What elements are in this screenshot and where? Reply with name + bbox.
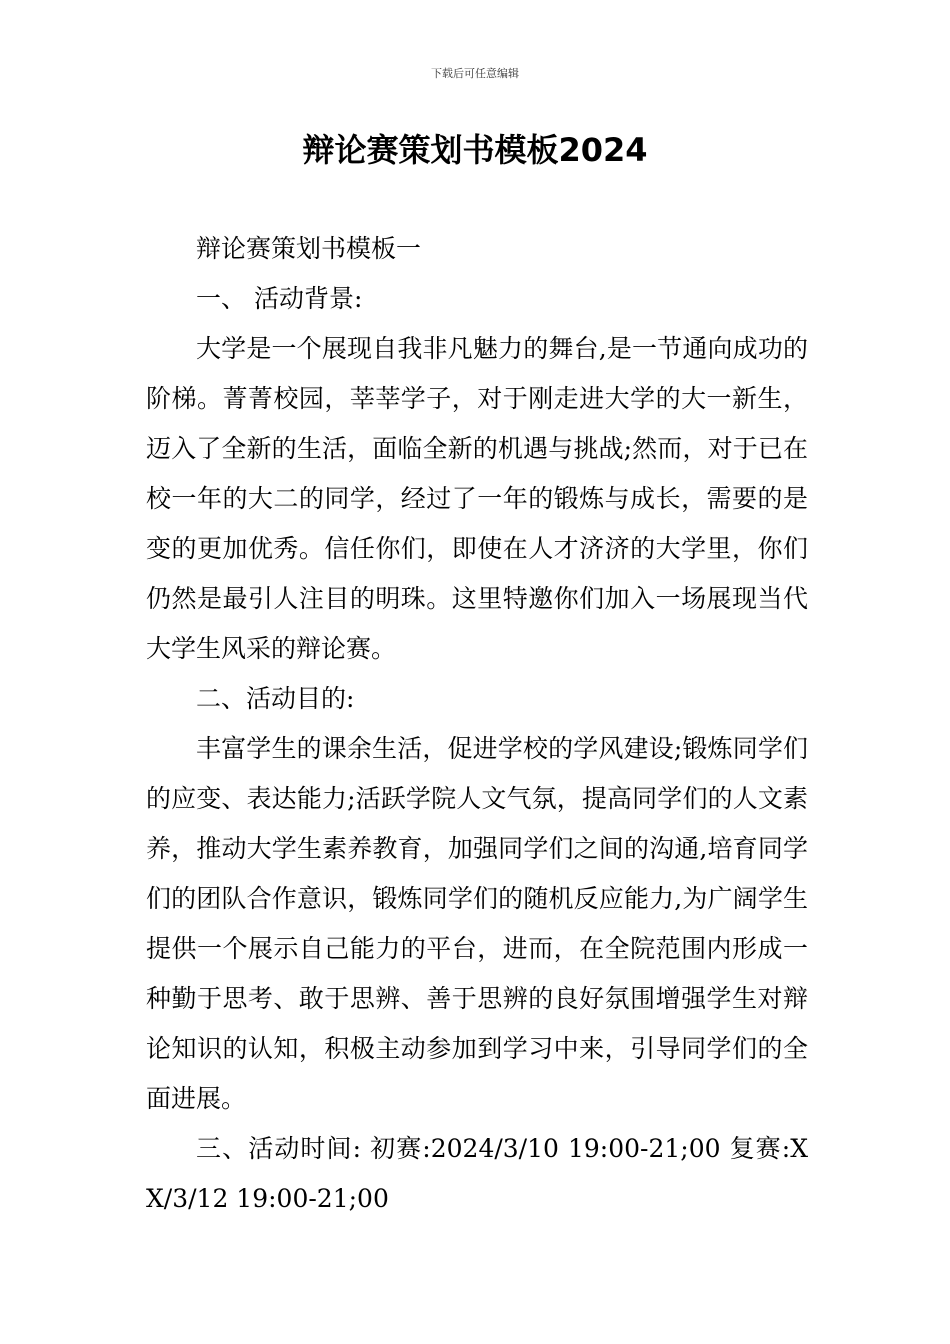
background-paragraph: 大学是一个展现自我非凡魅力的舞台,是一节通向成功的阶梯。菁菁校园，莘莘学子，对于刚走进大学的大一新生，迈入了全新的生活，面临全新的机遇与挑战;然而，对于已在校一年的大二的同学，经过了一年的锻炼与成长，需要的是变的更加优秀。信任你们，即使在人才济济的大学里，你们仍然是最引人注目的明珠。这里特邀你们加入一场展现当代大学生风采的辩论赛。 — [146, 334, 808, 663]
schedule-paragraph: 三、活动时间: 初赛:2024/3/10 19:00-21;00 复赛:XX/3/12 19:00-21;00 — [146, 1134, 808, 1213]
document-body — [146, 224, 808, 1224]
section-heading-background: 一、 活动背景: — [196, 284, 363, 313]
header-note: 下载后可任意编辑 — [431, 67, 519, 80]
subtitle-paragraph: 辩论赛策划书模板一 — [196, 234, 422, 263]
section-heading-purpose: 二、活动目的: — [196, 684, 355, 713]
document-title: 辩论赛策划书模板2024 — [302, 131, 648, 169]
purpose-paragraph: 丰富学生的课余生活，促进学校的学风建设;锻炼同学们的应变、表达能力;活跃学院人文气氛，提高同学们的人文素养，推动大学生素养教育，加强同学们之间的沟通,培育同学们的团队合作意识，锻炼同学们的随机反应能力,为广阔学生提供一个展示自己能力的平台，进而，在全院范围内形成一种勤于思考、敢于思辨、善于思辨的良好氛围增强学生对辩论知识的认知，积极主动参加到学习中来，引导同学们的全面进展。 — [146, 734, 808, 1113]
